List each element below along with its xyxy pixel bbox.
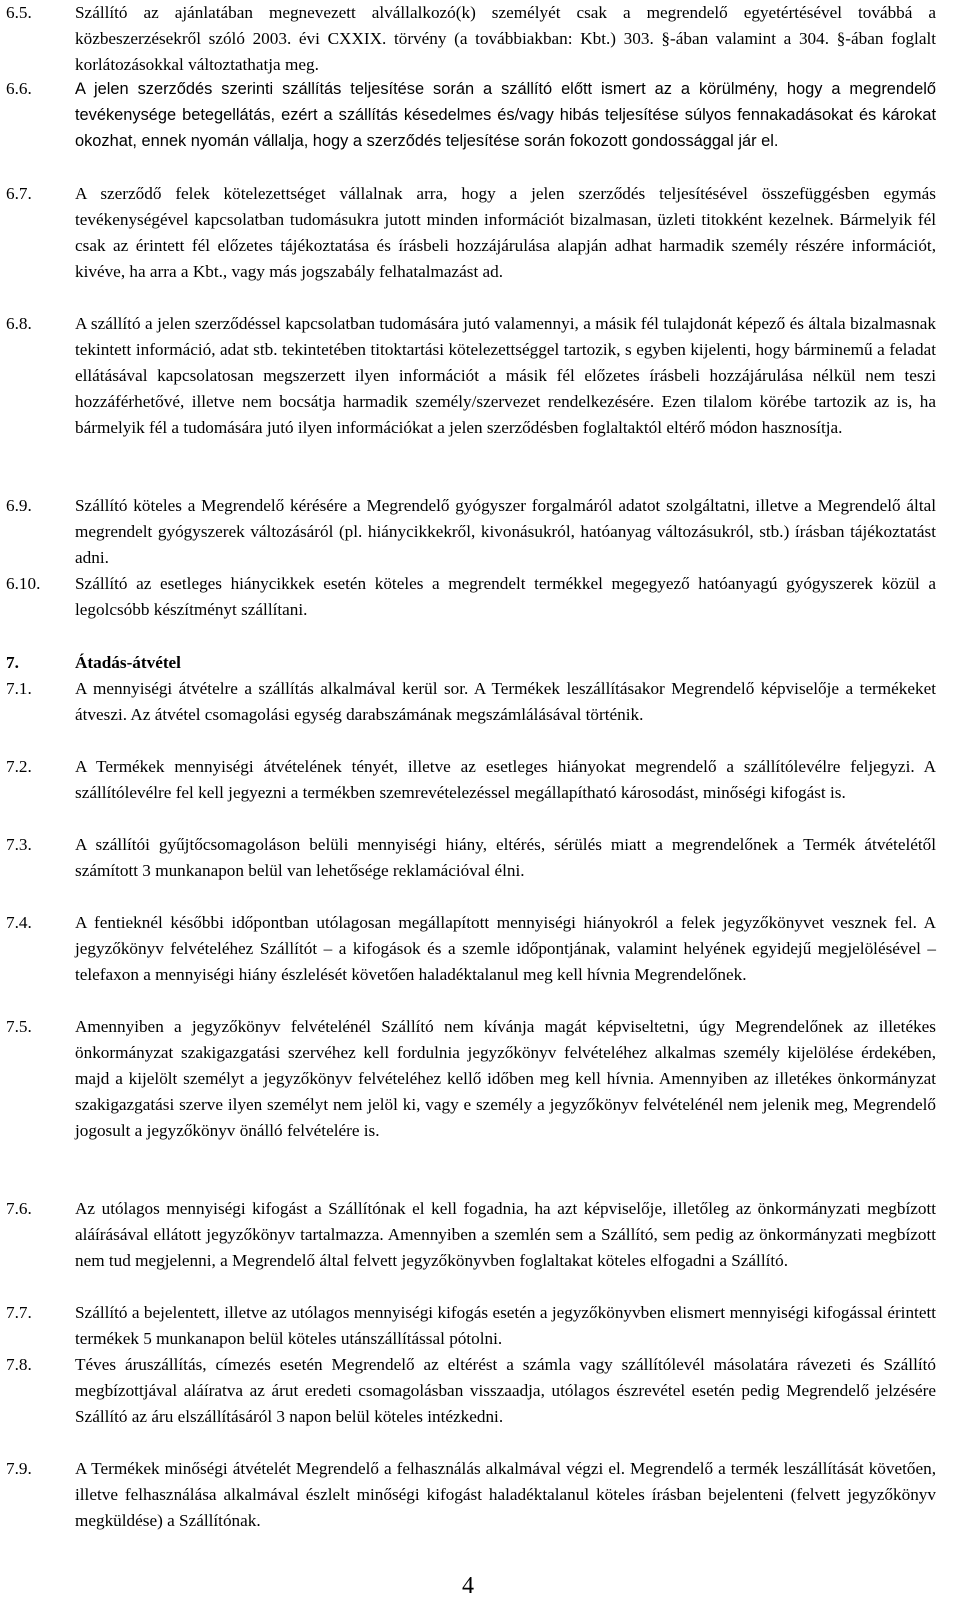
clause-number: 7.7.	[6, 1303, 32, 1322]
clause-number: 7.2.	[6, 757, 32, 776]
clause-text: Szállító az esetleges hiánycikkek esetén köteles a megrendelt termékkel megegyező hatóanyagú gyógyszerek közül a legolcsóbb készítményt szállítani.	[75, 574, 936, 619]
section-title: Átadás-átvétel	[75, 653, 181, 672]
clause-6-9	[6, 493, 936, 571]
clause-number: 7.4.	[6, 913, 32, 932]
clause-number: 6.9.	[6, 496, 32, 515]
clause-number: 7.8.	[6, 1355, 32, 1374]
clause-number: 6.8.	[6, 314, 32, 333]
clause-number: 7.1.	[6, 679, 32, 698]
clause-6-10	[6, 571, 936, 623]
clause-number: 6.10.	[6, 574, 41, 593]
page-number: 4	[462, 1573, 474, 1599]
clause-text: Szállító az ajánlatában megnevezett alvállalkozó(k) személyét csak a megrendelő egyetértésével továbbá a közbeszerzésekről szóló 2003. évi CXXIX. törvény (a továbbiakban: Kbt.) 303. §-ában valamint a 304. §-ában foglalt korlátozásokkal változtathatja meg.	[75, 3, 936, 74]
section-number: 7.	[6, 653, 19, 672]
clause-text: Szállító a bejelentett, illetve az utólagos mennyiségi kifogás esetén a jegyzőkönyvben elismert mennyiségi kifogással érintett termékek 5 munkanapon belül köteles utánszállítással pótolni.	[75, 1303, 936, 1348]
clause-number: 7.9.	[6, 1459, 32, 1478]
clause-6-5	[6, 0, 936, 78]
clause-text: A szállító a jelen szerződéssel kapcsolatban tudomására jutó valamennyi, a másik fél tulajdonát képező és általa bizalmasnak tekintett információ, adat stb. tekintetében titoktartási kötelezettséggel tartozik, s egyben kijelenti, hogy bárminemű a feladat ellátásával kapcsolatosan megszerzett ilyen információt a másik fél előzetes írásbeli hozzájárulása nélkül nem teszi hozzáférhetővé, illetve nem bocsátja harmadik személy/szervezet rendelkezésére. Ezen tilalom körébe tartozik az is, ha bármelyik fél a tudomására jutó ilyen információkat a jelen szerződésben foglaltaktól eltérő módon hasznosítja.	[75, 314, 936, 437]
clause-text: A fentieknél későbbi időpontban utólagosan megállapított mennyiségi hiányokról a felek jegyzőkönyvet vesznek fel. A jegyzőkönyv felvételéhez Szállítót – a kifogások és a szemle időpontjának, valamint helyének egyidejű megjelölésével – telefaxon a mennyiségi hiány észlelését követően haladéktalanul meg kell hívnia Megrendelőnek.	[75, 913, 936, 984]
clause-7-4	[6, 910, 936, 988]
clause-7-5	[6, 1014, 936, 1144]
section-heading	[6, 650, 936, 676]
clause-7-2	[6, 754, 936, 806]
clause-6-7	[6, 181, 936, 285]
clause-7-6	[6, 1196, 936, 1274]
clause-text: A szerződő felek kötelezettséget vállalnak arra, hogy a jelen szerződés teljesítésével összefüggésben egymás tevékenységével kapcsolatban tudomásukra jutott minden információt bizalmasan, üzleti titokként kezelnek. Bármelyik fél csak az érintett fél előzetes tájékoztatása és írásbeli hozzájárulása alapján adhat harmadik személy részére információt, kivéve, ha arra a Kbt., vagy más jogszabály felhatalmazást ad.	[75, 184, 936, 281]
clause-number: 7.5.	[6, 1017, 32, 1036]
clause-7-9	[6, 1456, 936, 1534]
clause-text: A Termékek minőségi átvételét Megrendelő a felhasználás alkalmával végzi el. Megrendelő a termék leszállítását követően, illetve felhasználása alkalmával észlelt minőségi kifogást haladéktalanul köteles írásban bejelenteni (felvett jegyzőkönyv megküldése) a Szállítónak.	[75, 1459, 936, 1530]
clause-6-6	[6, 76, 936, 154]
clause-text: A jelen szerződés szerinti szállítás teljesítése során a szállító előtt ismert az a körülmény, hogy a megrendelő tevékenysége betegellátás, ezért a szállítás késedelmes és/vagy hibás teljesítése súlyos fennakadásokat és károkat okozhat, ennek nyomán vállalja, hogy a szerződés teljesítése során fokozott gondossággal jár el.	[75, 80, 936, 150]
clause-number: 6.5.	[6, 3, 32, 22]
clause-text: Szállító köteles a Megrendelő kérésére a Megrendelő gyógyszer forgalmáról adatot szolgáltatni, illetve a Megrendelő által megrendelt gyógyszerek változásáról (pl. hiánycikkekről, kivonásukról, hatóanyag változásukról, stb.) írásban tájékoztatást adni.	[75, 496, 936, 567]
clause-text: Amennyiben a jegyzőkönyv felvételénél Szállító nem kívánja magát képviseltetni, úgy Megrendelőnek az illetékes önkormányzat szakigazgatási szervéhez kell fordulnia jegyzőkönyv felvételéhez alkalmas személy kijelölése érdekében, majd a kijelölt személyt a jegyzőkönyv felvételéhez kellő időben meg kell hívnia. Amennyiben az illetékes önkormányzat szakigazgatási szerve ilyen személyt nem jelöl ki, vagy e személy a jegyzőkönyv felvételénél nem jelenik meg, Megrendelő jogosult a jegyzőkönyv önálló felvételére is.	[75, 1017, 936, 1140]
clause-number: 6.7.	[6, 184, 32, 203]
clause-7-8	[6, 1352, 936, 1430]
clause-text: Az utólagos mennyiségi kifogást a Szállítónak el kell fogadnia, ha azt képviselője, illetőleg az önkormányzati megbízott aláírásával ellátott jegyzőkönyv tartalmazza. Amennyiben a szemlén sem a Szállító, sem pedig az önkormányzati megbízott nem tud megjelenni, a Megrendelő által felvett jegyzőkönyvben foglaltakat köteles elfogadni a Szállító.	[75, 1199, 936, 1270]
clause-6-8	[6, 311, 936, 441]
clause-number: 7.3.	[6, 835, 32, 854]
clause-7-7	[6, 1300, 936, 1352]
clause-number: 6.6.	[6, 79, 32, 98]
clause-text: A szállítói gyűjtőcsomagoláson belüli mennyiségi hiány, eltérés, sérülés miatt a megrendelőnek a Termék átvételétől számított 3 munkanapon belül van lehetősége reklamációval élni.	[75, 835, 936, 880]
clause-text: A mennyiségi átvételre a szállítás alkalmával kerül sor. A Termékek leszállításakor Megrendelő képviselője a termékeket átveszi. Az átvétel csomagolási egység darabszámának megszámlálásával történik.	[75, 679, 936, 724]
clause-7-1	[6, 676, 936, 728]
clause-text: A Termékek mennyiségi átvételének tényét, illetve az esetleges hiányokat megrendelő a szállítólevélre feljegyzi. A szállítólevélre fel kell jegyezni a termékben szemrevételezéssel megállapítható károsodást, minőségi kifogást is.	[75, 757, 936, 802]
clause-number: 7.6.	[6, 1199, 32, 1218]
clause-7-3	[6, 832, 936, 884]
clause-text: Téves áruszállítás, címezés esetén Megrendelő az eltérést a számla vagy szállítólevél másolatára rávezeti és Szállító megbízottjával aláíratva az árut eredeti csomagolásban visszaadja, utólagos észrevétel esetén pedig Megrendelő jelzésére Szállító az áru elszállításáról 3 napon belül köteles intézkedni.	[75, 1355, 936, 1426]
